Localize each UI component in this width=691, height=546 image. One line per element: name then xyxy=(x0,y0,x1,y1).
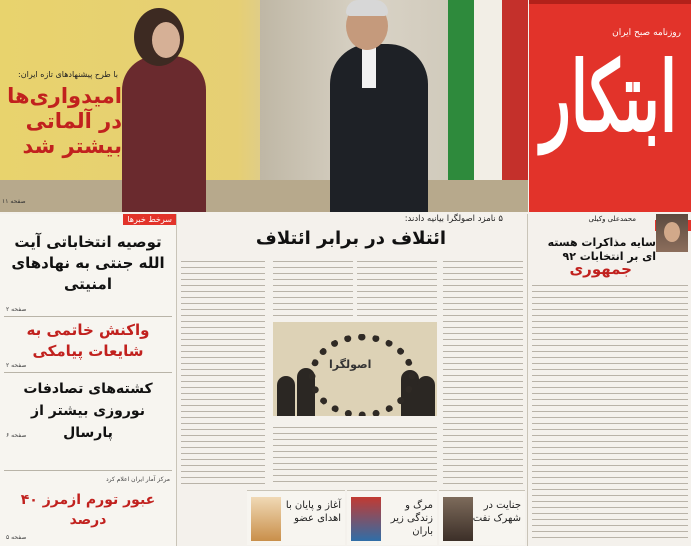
headline-page: صفحه ۲ xyxy=(6,306,27,313)
headline-page: صفحه ۲ xyxy=(6,362,27,369)
masthead-tagline: روزنامه صبح ایران xyxy=(612,28,681,38)
masthead xyxy=(529,0,691,212)
man-figure xyxy=(330,44,428,212)
story-text-column xyxy=(273,256,353,318)
masthead-topline xyxy=(529,0,691,4)
divider xyxy=(4,470,172,471)
woman-figure xyxy=(122,56,206,212)
editorial-column xyxy=(527,214,691,546)
figure-silhouette xyxy=(417,376,435,416)
story-kicker: ۵ نامزد اصولگرا بیانیه دادند: xyxy=(404,214,503,224)
author-portrait xyxy=(656,214,688,252)
editorial-author: محمدعلی وکیلی xyxy=(588,215,636,223)
headline-text: توصیه انتخاباتی آیت الله جنتی به نهادهای امنیتی xyxy=(11,233,165,293)
headlines-column xyxy=(0,214,177,546)
man-shirt xyxy=(362,46,376,88)
figure-silhouette xyxy=(277,376,295,416)
photo-caption: اصولگرا xyxy=(329,358,372,371)
chairs-circle xyxy=(309,334,415,416)
author-face xyxy=(664,222,680,242)
story-photo[interactable] xyxy=(273,322,437,416)
divider xyxy=(4,316,172,317)
hero-kicker: با طرح پیشنهادهای تازه ایران: xyxy=(18,70,118,79)
hero-floor xyxy=(0,180,528,212)
hero-headline[interactable]: امیدواری‌ها در آلماتی بیشتر شد xyxy=(7,84,122,158)
headline-item[interactable] xyxy=(4,320,172,362)
headline-item[interactable] xyxy=(4,378,172,444)
story-headline[interactable]: ائتلاف در برابر ائتلاف xyxy=(255,228,447,249)
story-text-column xyxy=(357,256,437,318)
headline-page: صفحه ۵ xyxy=(6,534,27,541)
woman-face xyxy=(152,22,180,58)
headline-page: صفحه ۶ xyxy=(6,432,27,439)
editorial-stamp: جمهوری xyxy=(569,260,632,278)
promo-box[interactable] xyxy=(347,490,437,545)
story-text-column xyxy=(443,256,523,486)
man-hair xyxy=(346,0,388,16)
newspaper-logo: ابتکار xyxy=(540,40,678,154)
promo-box[interactable] xyxy=(439,490,525,545)
headlines-section-label: سرخط خبرها xyxy=(123,214,176,225)
promo-title: مرگ و زندگی زیر باران xyxy=(390,500,433,537)
editorial-text xyxy=(532,280,688,542)
promo-thumbnail xyxy=(251,497,281,541)
hero-page-ref: صفحه ۱۱ xyxy=(2,198,26,205)
promo-title: آغاز و پایان با اهدای عضو xyxy=(285,500,341,524)
headline-item[interactable] xyxy=(4,232,172,295)
editorial-title[interactable]: سایه مذاکرات هسته ای بر انتخابات ۹۲ xyxy=(547,236,656,263)
hero-photo[interactable] xyxy=(0,0,528,212)
divider xyxy=(4,372,172,373)
promo-box[interactable] xyxy=(247,490,345,545)
promo-title: جنایت در شهرک نفت xyxy=(472,500,521,524)
headline-text: کشته‌های تصادفات نوروزی بیشتر از پارسال xyxy=(23,381,153,441)
headline-kicker: مرکز آمار ایران اعلام کرد xyxy=(105,476,170,483)
headline-text: واکنش خاتمی به شایعات پیامکی xyxy=(26,321,150,360)
story-text-column xyxy=(273,422,437,486)
headline-text: عبور تورم ازمرز ۴۰ درصد xyxy=(20,492,156,528)
main-story xyxy=(177,214,525,546)
headline-item[interactable] xyxy=(4,490,172,530)
story-text-column xyxy=(181,256,265,486)
